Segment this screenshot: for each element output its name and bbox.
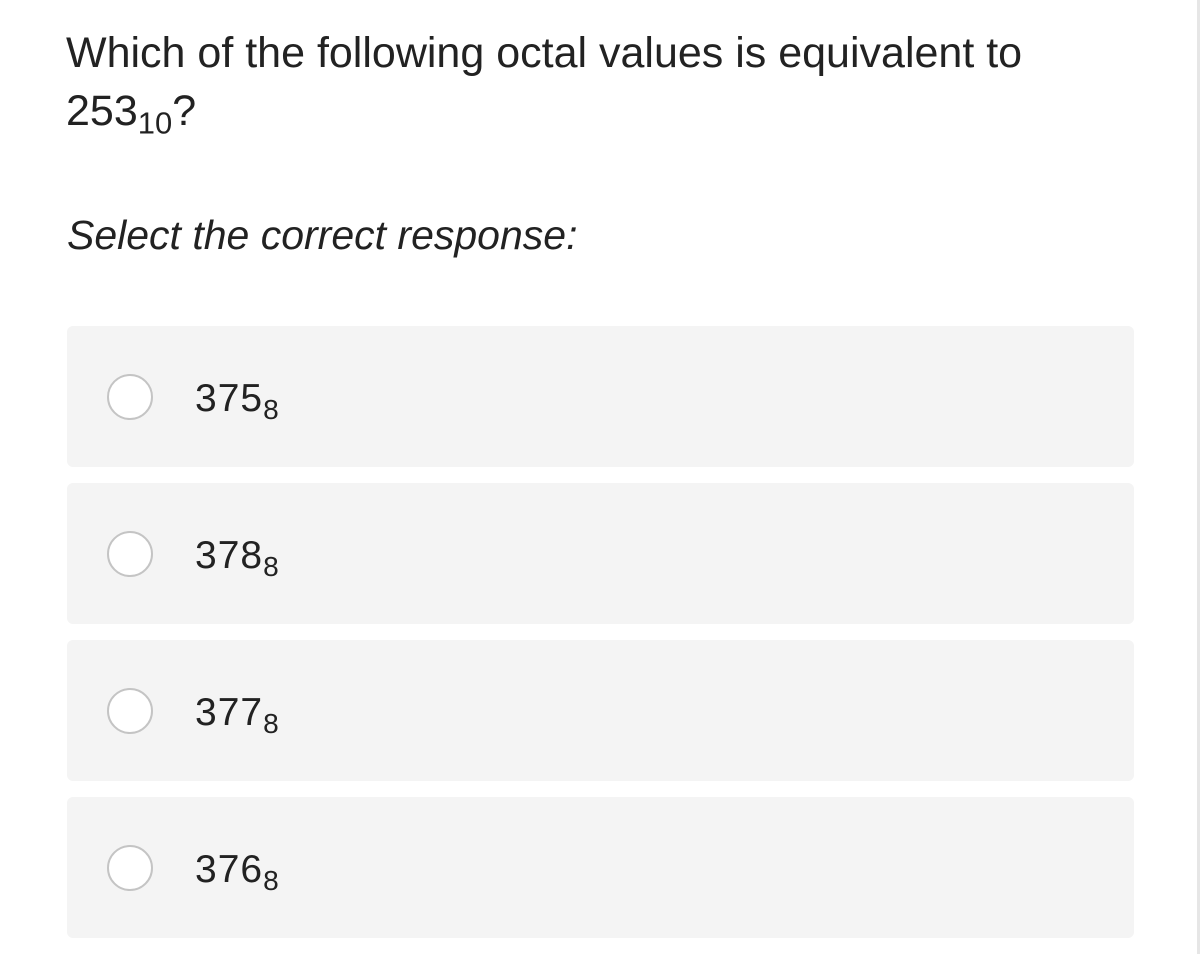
answer-value: 377: [195, 690, 264, 734]
answer-value: 378: [195, 533, 264, 577]
answer-option-4[interactable]: [67, 797, 1134, 938]
answer-base-subscript: 8: [263, 393, 280, 425]
answer-option-label: [195, 688, 280, 738]
answer-base-subscript: 8: [263, 864, 280, 896]
answer-option-2[interactable]: [67, 483, 1134, 624]
question-base-subscript: 10: [137, 105, 173, 141]
answer-value: 375: [195, 376, 264, 420]
answer-option-label: [195, 374, 280, 424]
question-mark: ?: [172, 87, 197, 135]
answer-option-label: [195, 531, 280, 581]
answer-option-1[interactable]: [67, 326, 1134, 467]
radio-button-icon[interactable]: [107, 531, 153, 577]
answer-base-subscript: 8: [263, 707, 280, 739]
answer-options: [67, 326, 1134, 954]
answer-base-subscript: 8: [263, 550, 280, 582]
answer-option-label: [195, 845, 280, 895]
radio-button-icon[interactable]: [107, 845, 153, 891]
response-prompt: Select the correct response:: [67, 212, 578, 258]
answer-option-3[interactable]: [67, 640, 1134, 781]
question-text: [66, 24, 1146, 140]
radio-button-icon[interactable]: [107, 688, 153, 734]
radio-button-icon[interactable]: [107, 374, 153, 420]
answer-value: 376: [195, 847, 264, 891]
question-main-text: Which of the following octal values is equivalent to 253: [66, 29, 1023, 135]
